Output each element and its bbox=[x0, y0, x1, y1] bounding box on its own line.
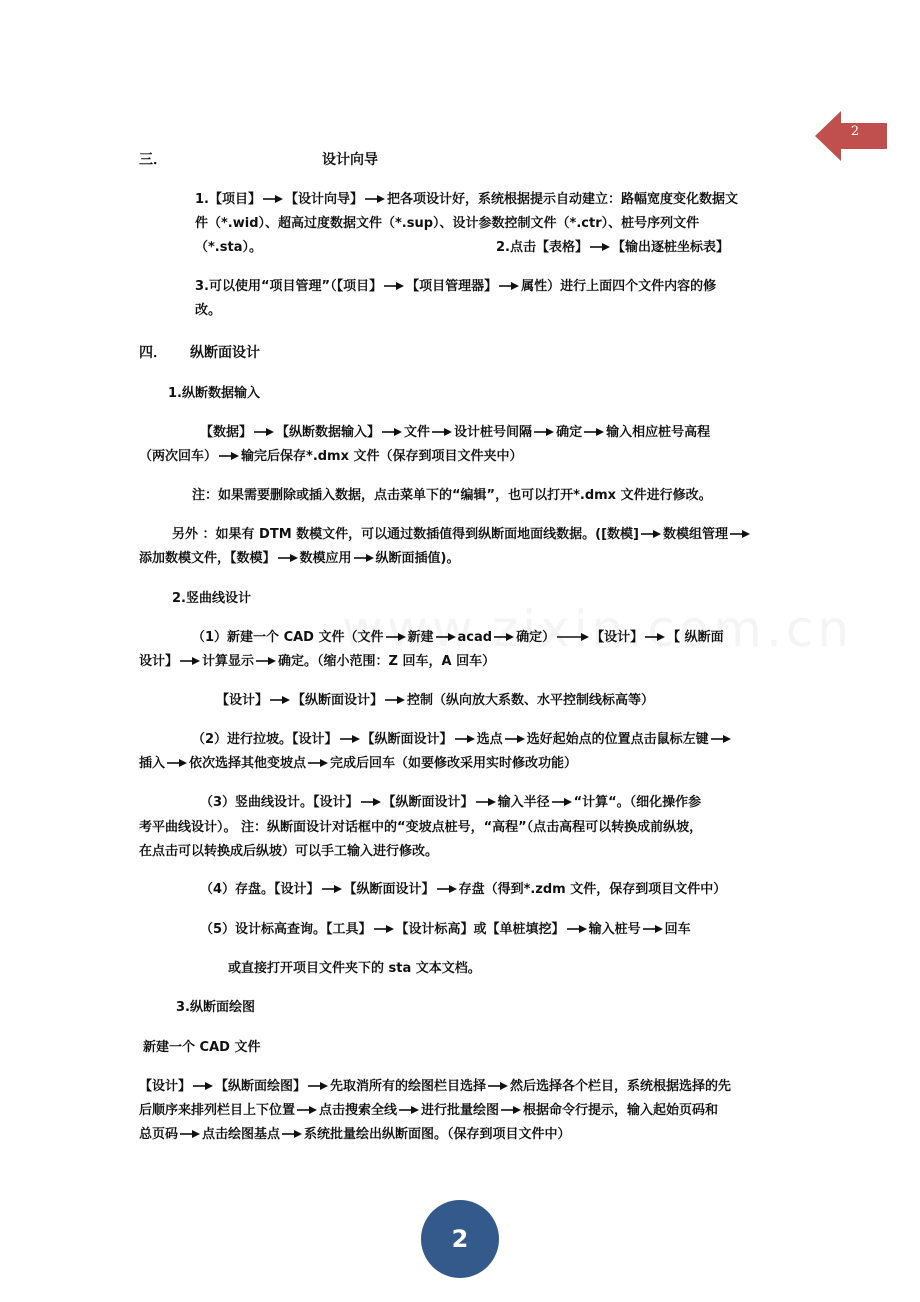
flow-arrow-icon bbox=[180, 656, 200, 666]
section-4-title: 纵断面设计 bbox=[190, 345, 260, 361]
sec4-s2-item3-line3: 在点击可以转换成后纵坡）可以手工输入进行修改。 bbox=[139, 844, 439, 859]
sec3-p3-line2: 改。 bbox=[195, 303, 222, 318]
sec4-s2-item2-line2: 插入 依次选择其他变坡点 完成后回车（如要修改采用实时修改功能） bbox=[139, 756, 578, 771]
sec4-s3-line1: 新建一个 CAD 文件 bbox=[143, 1040, 261, 1055]
flow-arrow-icon bbox=[437, 884, 457, 894]
flow-arrow-icon bbox=[385, 695, 405, 705]
sec4-s2-item3-line2: 考平曲线设计）。 注：纵断面设计对话框中的“变坡点桩号，“高程”（点击高程可以转换成前纵坡， bbox=[139, 820, 703, 835]
flow-arrow-icon bbox=[505, 734, 525, 744]
sec4-s2-item1-line2: 设计】 计算显示 确定。（缩小范围：Z 回车，A 回车） bbox=[139, 654, 496, 669]
flow-arrow-icon bbox=[382, 427, 402, 437]
sec4-s2-item3-line1: （3）竖曲线设计。【设计】 【纵断面设计】 输入半径 “计算“。（细化操作参 bbox=[200, 795, 702, 810]
sec4-s2-item5-note: 或直接打开项目文件夹下的 sta 文本文档。 bbox=[228, 961, 481, 976]
section-4-number: 四． bbox=[139, 345, 167, 361]
sec3-p1-line1: 1.【项目】 【设计向导】 把各项设计好，系统根据提示自动建立：路幅宽度变化数据文 bbox=[195, 192, 739, 207]
flow-arrow-icon bbox=[641, 529, 661, 539]
flow-arrow-icon bbox=[282, 1129, 302, 1139]
flow-arrow-icon bbox=[552, 797, 572, 807]
sec4-s3-para-line1: 【设计】 【纵断面绘图】 先取消所有的绘图栏目选择 然后选择各个栏目，系统根据选择的先 bbox=[139, 1079, 732, 1094]
sec4-s1-other-line1: 另外 ：如果有 DTM 数模文件，可以通过数插值得到纵断面地面线数据。([数模] 数模组管理 bbox=[172, 525, 752, 545]
flow-arrow-icon bbox=[711, 734, 731, 744]
flow-arrow-icon bbox=[590, 242, 610, 252]
flow-arrow-icon bbox=[361, 797, 381, 807]
flow-arrow-icon bbox=[193, 1081, 213, 1091]
flow-arrow-icon bbox=[501, 1105, 521, 1115]
flow-arrow-icon bbox=[308, 1081, 328, 1091]
flow-arrow-icon bbox=[499, 281, 519, 291]
flow-arrow-icon bbox=[278, 553, 298, 563]
flow-arrow-icon bbox=[354, 553, 374, 563]
flow-arrow-icon bbox=[534, 427, 554, 437]
flow-arrow-icon bbox=[322, 884, 342, 894]
flow-arrow-icon bbox=[399, 1105, 419, 1115]
flow-arrow-icon bbox=[365, 194, 385, 204]
sec4-s3-para-line2: 后顺序来排列栏目上下位置 点击搜索全线 进行批量绘图 根据命令行提示，输入起始页码和 bbox=[139, 1103, 719, 1118]
flow-arrow-icon bbox=[386, 632, 406, 642]
sec4-s3-title: 3.纵断面绘图 bbox=[176, 1000, 255, 1015]
sec4-s2-item1-line1: （1）新建一个 CAD 文件（文件 新建 acad 确定） 【设计】 【 纵断面 bbox=[192, 630, 724, 645]
sec4-s2-item5: （5）设计标高查询。【工具】 【设计标高】或【单桩填挖】 输入桩号 回车 bbox=[200, 922, 691, 937]
flow-arrow-icon bbox=[219, 451, 239, 461]
flow-arrow-icon bbox=[557, 632, 589, 642]
sec4-s2-title: 2.竖曲线设计 bbox=[172, 591, 251, 606]
flow-arrow-icon bbox=[340, 734, 360, 744]
flow-arrow-icon bbox=[643, 924, 663, 934]
sec4-s1-line1: 【数据】 【纵断数据输入】 文件 设计桩号间隔 确定 输入相应桩号高程 bbox=[200, 425, 711, 440]
flow-arrow-icon bbox=[374, 924, 394, 934]
sec3-p3-line1: 3.可以使用“项目管理”（【项目】 【项目管理器】 属性）进行上面四个文件内容的修 bbox=[195, 279, 717, 294]
flow-arrow-icon bbox=[254, 427, 274, 437]
flow-arrow-icon bbox=[432, 427, 452, 437]
sec4-s1-title: 1.纵断数据输入 bbox=[168, 386, 260, 401]
sec4-s2-item2-line1: （2）进行拉坡。【设计】 【纵断面设计】 选点 选好起始点的位置点击鼠标左键 bbox=[192, 730, 733, 750]
sec4-s2-item1-line3: 【设计】 【纵断面设计】 控制（纵向放大系数、水平控制线标高等） bbox=[216, 693, 655, 708]
flow-arrow-icon bbox=[584, 427, 604, 437]
sec4-s1-note: 注：如果需要删除或插入数据，点击菜单下的“编辑”，也可以打开*.dmx 文件进行修改。 bbox=[192, 488, 712, 503]
flow-arrow-icon bbox=[297, 1105, 317, 1115]
flow-arrow-icon bbox=[180, 1129, 200, 1139]
flow-arrow-icon bbox=[263, 194, 283, 204]
flow-arrow-icon bbox=[384, 281, 404, 291]
section-3-title: 设计向导 bbox=[322, 152, 378, 168]
flow-arrow-icon bbox=[256, 656, 276, 666]
flow-arrow-icon bbox=[436, 632, 456, 642]
sec3-p1-line3: （*.sta）。 bbox=[195, 240, 262, 255]
flow-arrow-icon bbox=[308, 758, 328, 768]
header-page-number: 2 bbox=[850, 124, 860, 139]
flow-arrow-icon bbox=[645, 632, 665, 642]
flow-arrow-icon bbox=[730, 529, 750, 539]
flow-arrow-icon bbox=[167, 758, 187, 768]
sec4-s3-para-line3: 总页码 点击绘图基点 系统批量绘出纵断面图。（保存到项目文件中） bbox=[139, 1127, 571, 1142]
flow-arrow-icon bbox=[476, 797, 496, 807]
flow-arrow-icon bbox=[488, 1081, 508, 1091]
flow-arrow-icon bbox=[567, 924, 587, 934]
page-number-circle: 2 bbox=[421, 1200, 499, 1278]
sec4-s2-item4: （4）存盘。【设计】 【纵断面设计】 存盘（得到*.zdm 文件，保存到项目文件中） bbox=[200, 882, 727, 897]
flow-arrow-icon bbox=[270, 695, 290, 705]
sec4-s1-other-line2: 添加数模文件，【数模】 数模应用 纵断面插值)。 bbox=[139, 551, 460, 566]
flow-arrow-icon bbox=[455, 734, 475, 744]
section-3-number: 三． bbox=[139, 152, 167, 168]
sec3-p2: 2.点击【表格】 【输出逐桩坐标表】 bbox=[496, 240, 729, 255]
flow-arrow-icon bbox=[494, 632, 514, 642]
sec3-p1-line2: 件（*.wid）、超高过度数据文件（*.sup）、设计参数控制文件（*.ctr）、桩号序列文件 bbox=[195, 216, 700, 231]
sec4-s1-line2: （两次回车） 输完后保存*.dmx 文件（保存到项目文件夹中） bbox=[139, 449, 523, 464]
